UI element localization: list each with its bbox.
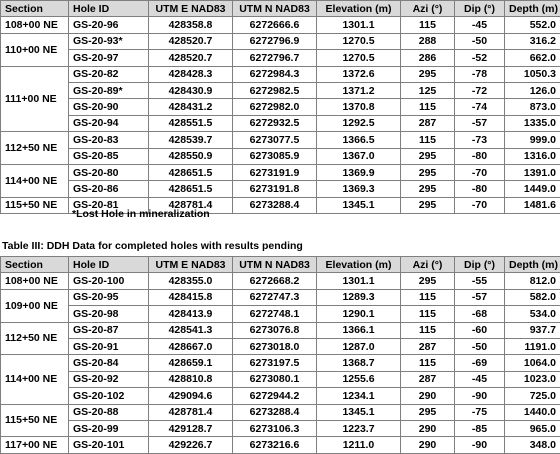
utm-n-cell: 6273288.4 [233, 404, 317, 420]
azimuth-cell: 290 [401, 388, 455, 404]
table-row [1, 82, 560, 98]
header-hole-id: Hole ID [69, 1, 149, 17]
azimuth-cell: 287 [401, 115, 455, 131]
table-row [1, 148, 560, 164]
utm-n-cell: 6272982.5 [233, 82, 317, 98]
header-dip: Dip (°) [455, 1, 505, 17]
table-row [1, 17, 560, 33]
dip-cell: -75 [455, 404, 505, 420]
drill-data-table [0, 0, 560, 214]
azimuth-cell: 115 [401, 322, 455, 338]
hole-id-cell: GS-20-94 [69, 115, 149, 131]
dip-cell: -80 [455, 148, 505, 164]
azimuth-cell: 290 [401, 437, 455, 453]
pending-results-table [0, 256, 560, 454]
elevation-cell: 1368.7 [317, 355, 401, 371]
table-row [1, 404, 560, 420]
azimuth-cell: 288 [401, 33, 455, 49]
table-header [1, 1, 560, 17]
section-cell: 117+00 NE [1, 437, 69, 453]
header-row [1, 1, 560, 17]
azimuth-cell: 115 [401, 355, 455, 371]
depth-cell: 1391.0 [505, 164, 560, 180]
table-row [1, 115, 560, 131]
elevation-cell: 1270.5 [317, 33, 401, 49]
depth-cell: 937.7 [505, 322, 560, 338]
depth-cell: 316.2 [505, 33, 560, 49]
elevation-cell: 1234.1 [317, 388, 401, 404]
azimuth-cell: 290 [401, 420, 455, 436]
table-row [1, 388, 560, 404]
utm-n-cell: 6273085.9 [233, 148, 317, 164]
header-utm-n: UTM N NAD83 [233, 1, 317, 17]
azimuth-cell: 115 [401, 289, 455, 305]
elevation-cell: 1366.5 [317, 132, 401, 148]
table-row [1, 181, 560, 197]
section-cell: 112+50 NE [1, 322, 69, 355]
dip-cell: -80 [455, 181, 505, 197]
table-row [1, 50, 560, 66]
table-row [1, 355, 560, 371]
azimuth-cell: 295 [401, 181, 455, 197]
azimuth-cell: 125 [401, 82, 455, 98]
elevation-cell: 1366.1 [317, 322, 401, 338]
table-row [1, 420, 560, 436]
elevation-cell: 1367.0 [317, 148, 401, 164]
depth-cell: 725.0 [505, 388, 560, 404]
utm-n-cell: 6272747.3 [233, 289, 317, 305]
section-cell: 108+00 NE [1, 17, 69, 33]
utm-n-cell: 6273106.3 [233, 420, 317, 436]
utm-n-cell: 6273191.8 [233, 181, 317, 197]
azimuth-cell: 295 [401, 164, 455, 180]
hole-id-cell: GS-20-92 [69, 371, 149, 387]
hole-id-cell: GS-20-88 [69, 404, 149, 420]
depth-cell: 126.0 [505, 82, 560, 98]
utm-e-cell: 428539.7 [149, 132, 233, 148]
elevation-cell: 1345.1 [317, 197, 401, 213]
utm-n-cell: 6272982.0 [233, 99, 317, 115]
utm-e-cell: 428651.5 [149, 181, 233, 197]
elevation-cell: 1292.5 [317, 115, 401, 131]
hole-id-cell: GS-20-93* [69, 33, 149, 49]
section-cell: 114+00 NE [1, 355, 69, 404]
hole-id-cell: GS-20-80 [69, 164, 149, 180]
utm-n-cell: 6272944.2 [233, 388, 317, 404]
azimuth-cell: 295 [401, 197, 455, 213]
header-utm-n: UTM N NAD83 [233, 257, 317, 273]
table-row [1, 322, 560, 338]
hole-id-cell: GS-20-90 [69, 99, 149, 115]
utm-e-cell: 429128.7 [149, 420, 233, 436]
utm-e-cell: 428413.9 [149, 306, 233, 322]
utm-e-cell: 428781.4 [149, 404, 233, 420]
depth-cell: 552.0 [505, 17, 560, 33]
hole-id-cell: GS-20-101 [69, 437, 149, 453]
utm-e-cell: 428810.8 [149, 371, 233, 387]
utm-e-cell: 429226.7 [149, 437, 233, 453]
depth-cell: 999.0 [505, 132, 560, 148]
depth-cell: 1481.6 [505, 197, 560, 213]
header-utm-e: UTM E NAD83 [149, 257, 233, 273]
dip-cell: -45 [455, 371, 505, 387]
header-section: Section [1, 1, 69, 17]
utm-e-cell: 428358.8 [149, 17, 233, 33]
utm-n-cell: 6272796.9 [233, 33, 317, 49]
utm-e-cell: 428551.5 [149, 115, 233, 131]
elevation-cell: 1211.0 [317, 437, 401, 453]
table-row [1, 66, 560, 82]
utm-n-cell: 6272666.6 [233, 17, 317, 33]
utm-e-cell: 428431.2 [149, 99, 233, 115]
dip-cell: -50 [455, 338, 505, 354]
table-row [1, 437, 560, 453]
utm-n-cell: 6273288.4 [233, 197, 317, 213]
elevation-cell: 1301.1 [317, 273, 401, 289]
azimuth-cell: 295 [401, 273, 455, 289]
depth-cell: 1449.0 [505, 181, 560, 197]
utm-n-cell: 6273018.0 [233, 338, 317, 354]
azimuth-cell: 115 [401, 132, 455, 148]
elevation-cell: 1301.1 [317, 17, 401, 33]
dip-cell: -70 [455, 164, 505, 180]
table-row [1, 289, 560, 305]
azimuth-cell: 115 [401, 99, 455, 115]
utm-n-cell: 6273191.9 [233, 164, 317, 180]
dip-cell: -78 [455, 66, 505, 82]
elevation-cell: 1270.5 [317, 50, 401, 66]
hole-id-cell: GS-20-84 [69, 355, 149, 371]
elevation-cell: 1223.7 [317, 420, 401, 436]
section-cell: 110+00 NE [1, 33, 69, 66]
table-row [1, 306, 560, 322]
table-body [1, 17, 560, 214]
section-cell: 108+00 NE [1, 273, 69, 289]
dip-cell: -90 [455, 437, 505, 453]
section-cell: 115+50 NE [1, 404, 69, 437]
depth-cell: 1191.0 [505, 338, 560, 354]
header-elevation: Elevation (m) [317, 257, 401, 273]
header-azimuth: Azi (°) [401, 1, 455, 17]
dip-cell: -72 [455, 82, 505, 98]
utm-e-cell: 428520.7 [149, 33, 233, 49]
utm-n-cell: 6272984.3 [233, 66, 317, 82]
elevation-cell: 1255.6 [317, 371, 401, 387]
utm-e-cell: 428550.9 [149, 148, 233, 164]
dip-cell: -60 [455, 322, 505, 338]
dip-cell: -68 [455, 306, 505, 322]
dip-cell: -69 [455, 355, 505, 371]
depth-cell: 1064.0 [505, 355, 560, 371]
section-cell: 112+50 NE [1, 132, 69, 165]
table-row [1, 132, 560, 148]
elevation-cell: 1345.1 [317, 404, 401, 420]
section-cell: 115+50 NE [1, 197, 69, 213]
utm-n-cell: 6273080.1 [233, 371, 317, 387]
utm-n-cell: 6272668.2 [233, 273, 317, 289]
table-row [1, 164, 560, 180]
section-cell: 114+00 NE [1, 164, 69, 197]
utm-n-cell: 6272748.1 [233, 306, 317, 322]
depth-cell: 348.0 [505, 437, 560, 453]
utm-e-cell: 428355.0 [149, 273, 233, 289]
utm-e-cell: 428541.3 [149, 322, 233, 338]
header-azimuth: Azi (°) [401, 257, 455, 273]
header-depth: Depth (m) [505, 257, 560, 273]
utm-n-cell: 6273077.5 [233, 132, 317, 148]
hole-id-cell: GS-20-100 [69, 273, 149, 289]
depth-cell: 812.0 [505, 273, 560, 289]
header-section: Section [1, 257, 69, 273]
hole-id-cell: GS-20-87 [69, 322, 149, 338]
utm-e-cell: 428428.3 [149, 66, 233, 82]
dip-cell: -90 [455, 388, 505, 404]
elevation-cell: 1369.3 [317, 181, 401, 197]
hole-id-cell: GS-20-102 [69, 388, 149, 404]
dip-cell: -45 [455, 17, 505, 33]
hole-id-cell: GS-20-89* [69, 82, 149, 98]
dip-cell: -73 [455, 132, 505, 148]
hole-id-cell: GS-20-95 [69, 289, 149, 305]
section-cell: 111+00 NE [1, 66, 69, 132]
header-utm-e: UTM E NAD83 [149, 1, 233, 17]
hole-id-cell: GS-20-96 [69, 17, 149, 33]
dip-cell: -57 [455, 115, 505, 131]
elevation-cell: 1290.1 [317, 306, 401, 322]
table-row [1, 338, 560, 354]
elevation-cell: 1289.3 [317, 289, 401, 305]
elevation-cell: 1370.8 [317, 99, 401, 115]
utm-n-cell: 6272796.7 [233, 50, 317, 66]
azimuth-cell: 295 [401, 404, 455, 420]
dip-cell: -50 [455, 33, 505, 49]
lost-hole-note: *Lost Hole in mineralization [72, 208, 210, 220]
azimuth-cell: 115 [401, 306, 455, 322]
table-row [1, 33, 560, 49]
utm-e-cell: 428667.0 [149, 338, 233, 354]
elevation-cell: 1372.6 [317, 66, 401, 82]
table-body [1, 273, 560, 453]
header-depth: Depth (m) [505, 1, 560, 17]
hole-id-cell: GS-20-99 [69, 420, 149, 436]
hole-id-cell: GS-20-86 [69, 181, 149, 197]
utm-e-cell: 428415.8 [149, 289, 233, 305]
dip-cell: -70 [455, 197, 505, 213]
hole-id-cell: GS-20-91 [69, 338, 149, 354]
utm-n-cell: 6273216.6 [233, 437, 317, 453]
utm-e-cell: 428781.4 [149, 197, 233, 213]
utm-e-cell: 428430.9 [149, 82, 233, 98]
dip-cell: -85 [455, 420, 505, 436]
header-elevation: Elevation (m) [317, 1, 401, 17]
utm-e-cell: 428520.7 [149, 50, 233, 66]
depth-cell: 1023.0 [505, 371, 560, 387]
hole-id-cell: GS-20-81 [69, 197, 149, 213]
depth-cell: 662.0 [505, 50, 560, 66]
dip-cell: -55 [455, 273, 505, 289]
table-row [1, 273, 560, 289]
elevation-cell: 1287.0 [317, 338, 401, 354]
depth-cell: 582.0 [505, 289, 560, 305]
depth-cell: 1440.0 [505, 404, 560, 420]
elevation-cell: 1371.2 [317, 82, 401, 98]
section-cell: 109+00 NE [1, 289, 69, 322]
azimuth-cell: 295 [401, 66, 455, 82]
azimuth-cell: 295 [401, 148, 455, 164]
depth-cell: 1050.3 [505, 66, 560, 82]
utm-n-cell: 6273076.8 [233, 322, 317, 338]
depth-cell: 965.0 [505, 420, 560, 436]
dip-cell: -74 [455, 99, 505, 115]
table-header [1, 257, 560, 273]
azimuth-cell: 286 [401, 50, 455, 66]
utm-e-cell: 428659.1 [149, 355, 233, 371]
dip-cell: -57 [455, 289, 505, 305]
utm-e-cell: 428651.5 [149, 164, 233, 180]
header-dip: Dip (°) [455, 257, 505, 273]
hole-id-cell: GS-20-85 [69, 148, 149, 164]
elevation-cell: 1369.9 [317, 164, 401, 180]
dip-cell: -52 [455, 50, 505, 66]
depth-cell: 534.0 [505, 306, 560, 322]
azimuth-cell: 287 [401, 371, 455, 387]
hole-id-cell: GS-20-83 [69, 132, 149, 148]
utm-e-cell: 429094.6 [149, 388, 233, 404]
table-row [1, 99, 560, 115]
azimuth-cell: 115 [401, 17, 455, 33]
depth-cell: 873.0 [505, 99, 560, 115]
hole-id-cell: GS-20-98 [69, 306, 149, 322]
header-row [1, 257, 560, 273]
utm-n-cell: 6272932.5 [233, 115, 317, 131]
hole-id-cell: GS-20-82 [69, 66, 149, 82]
azimuth-cell: 287 [401, 338, 455, 354]
utm-n-cell: 6273197.5 [233, 355, 317, 371]
depth-cell: 1316.0 [505, 148, 560, 164]
depth-cell: 1335.0 [505, 115, 560, 131]
table-row [1, 371, 560, 387]
header-hole-id: Hole ID [69, 257, 149, 273]
hole-id-cell: GS-20-97 [69, 50, 149, 66]
table-caption: Table III: DDH Data for completed holes with results pending [2, 240, 303, 252]
